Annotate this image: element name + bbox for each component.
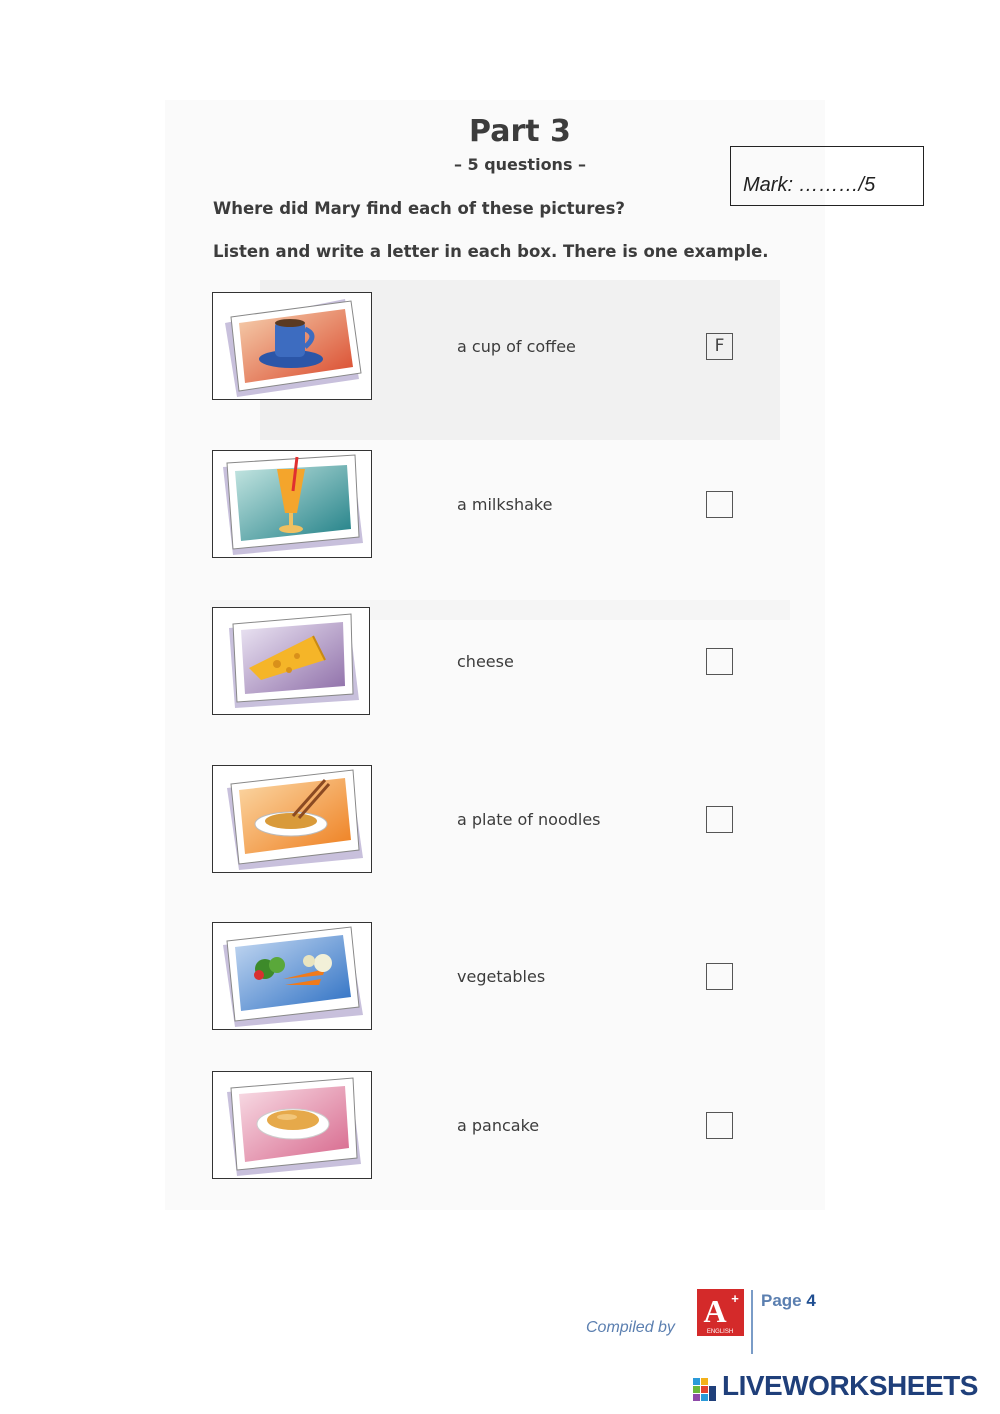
mark-box [730, 146, 924, 206]
answer-box[interactable] [706, 806, 733, 833]
list-item [212, 1071, 752, 1181]
list-item [212, 607, 752, 717]
coffee-cup-icon [212, 292, 372, 400]
footer-divider [751, 1290, 753, 1354]
compiled-by-text: Compiled by [586, 1319, 675, 1336]
svg-text:+: + [731, 1291, 739, 1306]
list-item [212, 450, 752, 560]
liveworksheets-brand: LIVEWORKSHEETS [722, 1370, 978, 1401]
page-title: Part 3 [469, 114, 571, 149]
list-item [212, 765, 752, 875]
answer-box[interactable] [706, 648, 733, 675]
page-number: Page 4 [761, 1291, 816, 1310]
a-plus-english-logo [697, 1289, 744, 1336]
list-item [212, 292, 752, 402]
cheese-icon [212, 607, 370, 715]
item-label: cheese [457, 652, 514, 671]
item-label: a plate of noodles [457, 810, 601, 829]
item-label: a pancake [457, 1116, 540, 1135]
mark-text: Mark: ………/5 [743, 174, 876, 196]
list-item [212, 922, 752, 1032]
answer-box[interactable] [706, 1112, 733, 1139]
milkshake-icon [212, 450, 372, 558]
answer-box[interactable] [706, 491, 733, 518]
answer-box[interactable]: F [706, 333, 733, 360]
item-label: a milkshake [457, 495, 553, 514]
task-text: Listen and write a letter in each box. There is one example. [213, 242, 769, 261]
svg-text:A: A [703, 1293, 727, 1329]
pancake-icon [212, 1071, 372, 1179]
page-subtitle: – 5 questions – [453, 155, 587, 174]
svg-text:ENGLISH: ENGLISH [706, 1329, 734, 1335]
noodles-icon [212, 765, 372, 873]
item-label: a cup of coffee [457, 337, 576, 356]
question-text: Where did Mary find each of these pictures? [213, 199, 625, 218]
item-label: vegetables [457, 967, 546, 986]
vegetables-icon [212, 922, 372, 1030]
answer-box[interactable] [706, 963, 733, 990]
